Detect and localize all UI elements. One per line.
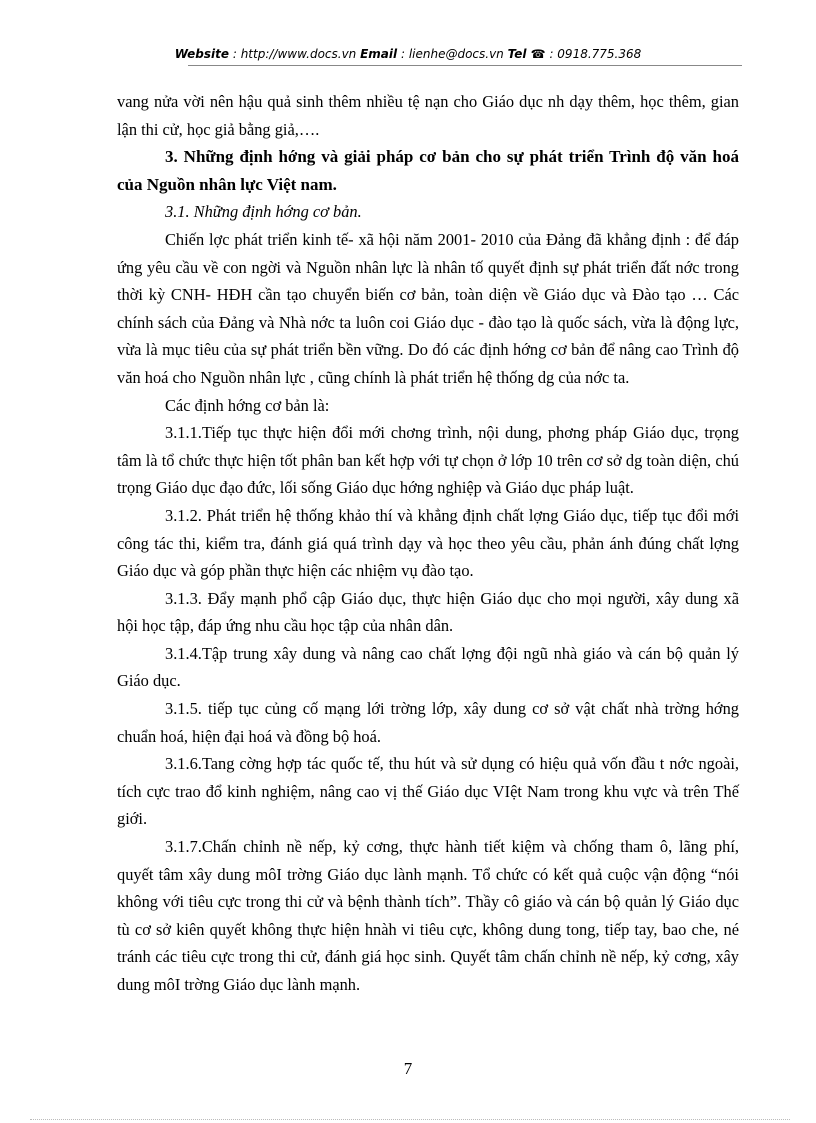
page-header bbox=[0, 47, 816, 61]
email-label: Email bbox=[360, 47, 398, 61]
website-label: Website bbox=[174, 47, 230, 61]
footer-divider bbox=[30, 1119, 790, 1120]
list-item: 3.1.6.Tang cờng hợp tác quốc tế, thu hút và sử dụng có hiệu quả vốn đầu t nớc ngoài, tích cực trao đổ kinh nghiệm, nâng cao vị thế Giáo dục VIệt Nam trong khu vực và trên Thế giới. bbox=[117, 754, 739, 829]
page-number: 7 bbox=[403, 1059, 413, 1078]
list-item: 3.1.2. Phát triển hệ thống khảo thí và khẳng định chất lợng Giáo dục, tiếp tục đổi mới công tác thi, kiểm tra, đánh giá quá trình dạy và học theo yêu cầu, phản ánh đúng chất lợng Giáo dục và góp phần thực hiện các nhiệm vụ đào tạo. bbox=[117, 505, 739, 581]
section-heading: 3. Những định hớng và giải pháp cơ bản cho sự phát triển Trình độ văn hoá của Nguồn nhân lực Việt nam. bbox=[117, 147, 739, 194]
email-value: : lienhe@docs.vn bbox=[397, 47, 508, 61]
header-divider bbox=[188, 65, 742, 66]
list-item: 3.1.7.Chấn chỉnh nề nếp, kỷ cơng, thực hành tiết kiệm và chống tham ô, lãng phí, quyết tâm xây dung môI trờng Giáo dục lành mạnh. Tổ chức có kết quả cuộc vận động “nói không với tiêu cực trong thi cử và bệnh thành tích”. Thầy cô giáo và cán bộ quản lý Giáo dục tù cơ sở kiên quyết không thực hiện hnàh vi tiêu cực, không dung tong, tiếp tay, bao che, né tránh các tiêu cực trong thi cử, đánh giá học sinh. Quyết tâm chấn chỉnh nề nếp, kỷ cơng, xây dung môI trờng Giáo dục lành mạnh. bbox=[117, 837, 739, 994]
tel-label: Tel ☎ bbox=[507, 47, 546, 61]
paragraph: Chiến lợc phát triển kinh tế- xã hội năm 2001- 2010 của Đảng đã khẳng định : để đáp ứng yêu cầu về con ngời và Nguồn nhân lực là nhân tố quyết định sự phát triển đất nớc trong thời kỳ CNH- HĐH cần tạo chuyển biến cơ bản, toàn diện về Giáo dục và Đào tạo … Các chính sách của Đảng và Nhà nớc ta luôn coi Giáo dục - đào tạo là quốc sách, vừa là động lực, vừa là mục tiêu của sự phát triển bền vững. Do đó các định hớng cơ bản để nâng cao Trình độ văn hoá cho Nguồn nhân lực , cũng chính là phát triển hệ thống dg của nớc ta. bbox=[117, 229, 739, 387]
website-url: : http://www.docs.vn bbox=[229, 47, 361, 61]
subsection-heading: 3.1. Những định hớng cơ bản. bbox=[165, 202, 362, 222]
list-item: 3.1.5. tiếp tục củng cố mạng lới trờng lớp, xây dung cơ sở vật chất nhà trờng hớng chuẩn hoá, hiện đại hoá và đồng bộ hoá. bbox=[117, 699, 739, 746]
paragraph: Các định hớng cơ bản là: bbox=[165, 395, 330, 415]
document-body bbox=[117, 88, 739, 999]
list-item: 3.1.4.Tập trung xây dung và nâng cao chất lợng đội ngũ nhà giáo và cán bộ quản lý Giáo dục. bbox=[117, 643, 739, 691]
paragraph: vang nửa vời nên hậu quả sinh thêm nhiều tệ nạn cho Giáo dục nh dạy thêm, học thêm, gian lận thi cử, học giả bằng giả,…. bbox=[117, 92, 739, 139]
list-item: 3.1.1.Tiếp tục thực hiện đổi mới chơng trình, nội dung, phơng pháp Giáo dục, trọng tâm là tổ chức thực hiện tốt phân ban kết hợp với tự chọn ở lớp 10 trên cơ sở dg toàn diện, chú trọng Giáo dục đạo đức, lối sống Giáo dục hớng nghiệp và Giáo dục pháp luật. bbox=[117, 423, 739, 498]
tel-value: : 0918.775.368 bbox=[545, 47, 642, 61]
list-item: 3.1.3. Đẩy mạnh phổ cập Giáo dục, thực hiện Giáo dục cho mọi người, xây dung xã hội học tập, đáp ứng nhu cầu học tập của nhân dân. bbox=[117, 588, 739, 636]
